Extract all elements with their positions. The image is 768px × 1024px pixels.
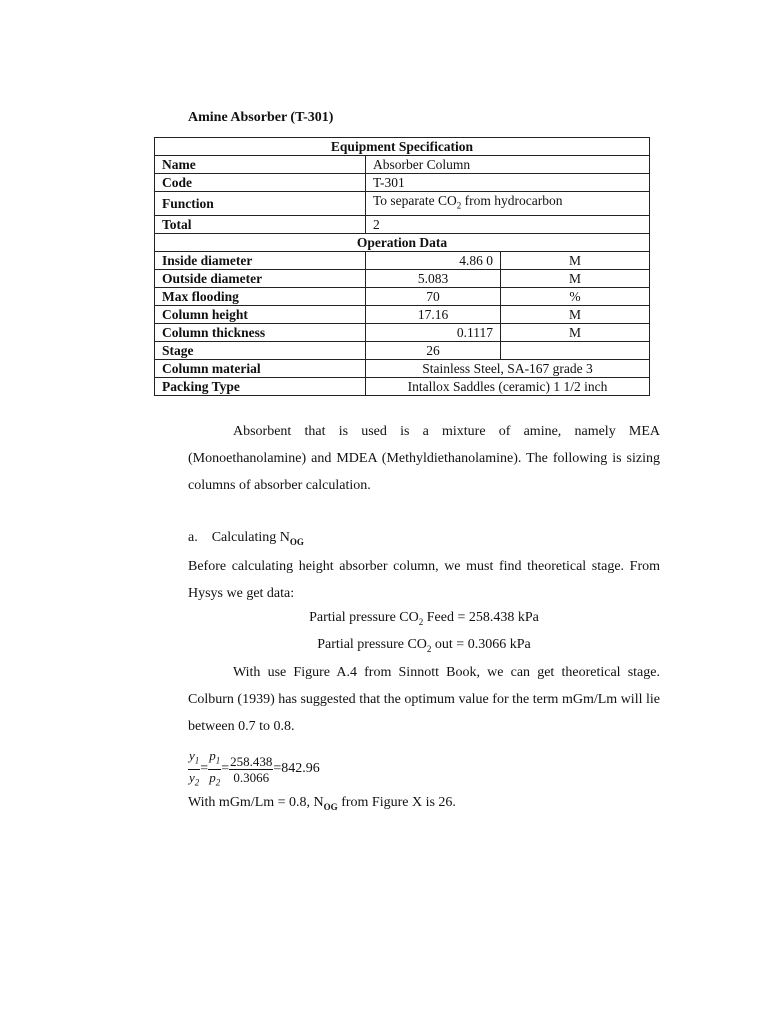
op-label: Column thickness bbox=[155, 323, 366, 341]
op-value: 4.86 0 bbox=[366, 251, 501, 269]
op-label: Stage bbox=[155, 341, 366, 359]
p-ratio-fraction: $\frac{p_1}{p_2}$ bbox=[209, 748, 221, 788]
data-paragraph: Before calculating height absorber column, we must find theoretical stage. From Hysys we get data: bbox=[188, 559, 660, 601]
operation-data-header: Operation Data bbox=[155, 233, 650, 251]
op-unit bbox=[501, 341, 650, 359]
spec-row bbox=[155, 215, 650, 233]
op-row bbox=[155, 359, 650, 377]
op-value: 0.1117 bbox=[366, 323, 501, 341]
spec-value: To separate $CO_2$ from hydrocarbon bbox=[366, 192, 650, 216]
op-label: Max flooding bbox=[155, 287, 366, 305]
feed-pressure-line: Partial pressure $CO_2$ Feed = 258.438 kPa bbox=[309, 610, 539, 627]
op-unit: M bbox=[501, 323, 650, 341]
op-unit: M bbox=[501, 251, 650, 269]
value-fraction: $\frac{258.438}{0.3066}$ bbox=[230, 753, 273, 785]
op-unit: M bbox=[501, 305, 650, 323]
section-title: Amine Absorber (T-301) bbox=[188, 110, 334, 125]
op-value: Stainless Steel, SA-167 grade 3 bbox=[366, 359, 650, 377]
y-ratio-fraction: $\frac{y_1}{y_2}$ bbox=[189, 748, 200, 788]
list-item-text: Calculating N bbox=[211, 530, 290, 545]
op-value: 5.083 bbox=[366, 269, 501, 287]
spec-value: T-301 bbox=[366, 174, 650, 192]
out-pressure-line: Partial pressure $CO_2$ out = 0.3066 kPa bbox=[317, 637, 531, 654]
op-row bbox=[155, 251, 650, 269]
op-value: Intallox Saddles (ceramic) 1 1/2 inch bbox=[366, 377, 650, 395]
intro-paragraph: Absorbent that is used is a mixture of amine, namely MEA (Monoethanolamine) and MDEA (Methyldiethanolamine). The following is sizing columns of absorber calculation. bbox=[188, 424, 660, 493]
figure-paragraph: With use Figure A.4 from Sinnott Book, we can get theoretical stage. Colburn (1939) has suggested that the optimum value for the term mGm/Lm will lie between 0.7 to 0.8. bbox=[188, 665, 660, 734]
spec-row bbox=[155, 192, 650, 216]
op-row bbox=[155, 341, 650, 359]
op-row bbox=[155, 305, 650, 323]
op-row bbox=[155, 269, 650, 287]
op-row bbox=[155, 287, 650, 305]
op-label: Column material bbox=[155, 359, 366, 377]
conclusion-line: With mGm/Lm = 0.8, $N_{OG}$ from Figure X is 26. bbox=[188, 795, 456, 812]
op-unit: M bbox=[501, 269, 650, 287]
op-unit: % bbox=[501, 287, 650, 305]
spec-row bbox=[155, 156, 650, 174]
spec-row bbox=[155, 174, 650, 192]
list-marker: a. bbox=[188, 530, 198, 545]
op-value: 26 bbox=[366, 341, 501, 359]
spec-value: 2 bbox=[366, 215, 650, 233]
spec-table bbox=[154, 137, 650, 396]
equipment-spec-header: Equipment Specification bbox=[155, 138, 650, 156]
op-label: Inside diameter bbox=[155, 251, 366, 269]
spec-label: Total bbox=[155, 215, 366, 233]
ratio-equation: $\frac{y_1}{y_2}$ = $\frac{p_1}{p_2}$ = $\frac{258.438}{0.3066}$ =842.96 bbox=[188, 748, 320, 790]
spec-label: Name bbox=[155, 156, 366, 174]
spec-label: Function bbox=[155, 192, 366, 216]
op-label: Outside diameter bbox=[155, 269, 366, 287]
op-label: Packing Type bbox=[155, 377, 366, 395]
spec-value: Absorber Column bbox=[366, 156, 650, 174]
op-row bbox=[155, 377, 650, 395]
op-row bbox=[155, 323, 650, 341]
equation-result: 842.96 bbox=[281, 761, 320, 777]
list-item-a: a. Calculating $N_{OG}$ bbox=[188, 530, 304, 547]
op-label: Column height bbox=[155, 305, 366, 323]
spec-label: Code bbox=[155, 174, 366, 192]
op-value: 70 bbox=[366, 287, 501, 305]
op-value: 17.16 bbox=[366, 305, 501, 323]
